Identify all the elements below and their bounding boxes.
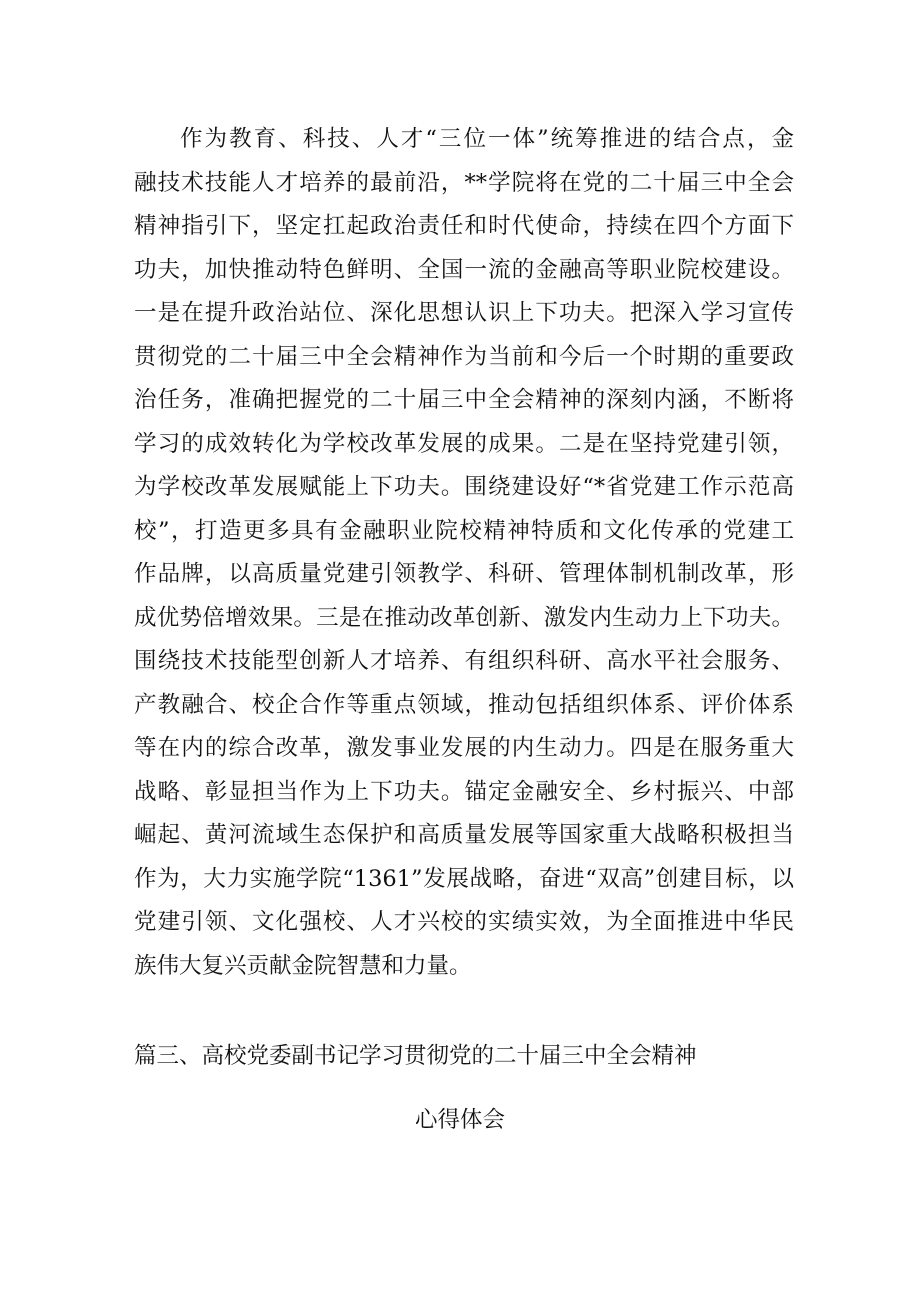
- paragraph-line: 崛起、黄河流域生态保护和高质量发展等国家重大战略积极担当: [134, 822, 794, 848]
- section-heading: 篇三、高校党委副书记学习贯彻党的二十届三中全会精神: [134, 1043, 697, 1069]
- section-heading-continued: 心得体会: [414, 1107, 505, 1133]
- paragraph-line: 学习的成效转化为学校改革发展的成果。二是在坚持党建引领，: [134, 430, 794, 457]
- paragraph-line: 作为，大力实施学院“1361”发展战略，奋进“双高”创建目标，以: [134, 865, 794, 892]
- paragraph-line: 成优势倍增效果。三是在推动改革创新、激发内生动力上下功夫。: [134, 604, 794, 631]
- paragraph-line: 校”，打造更多具有金融职业院校精神特质和文化传承的党建工: [134, 517, 794, 544]
- paragraph-line: 贯彻党的二十届三中全会精神作为当前和今后一个时期的重要政: [134, 343, 794, 370]
- paragraph-line: 融技术技能人才培养的最前沿，**学院将在党的二十届三中全会: [134, 169, 794, 196]
- paragraph-line: 战略、彰显担当作为上下功夫。锚定金融安全、乡村振兴、中部: [134, 778, 794, 805]
- body-paragraph: [134, 118, 794, 988]
- paragraph-line: 等在内的综合改革，激发事业发展的内生动力。四是在服务重大: [134, 735, 794, 761]
- paragraph-line: 治任务，准确把握党的二十届三中全会精神的深刻内涵，不断将: [134, 387, 794, 413]
- paragraph-line: 作为教育、科技、人才“三位一体”统筹推进的结合点，金: [180, 126, 794, 152]
- paragraph-line: 党建引领、文化强校、人才兴校的实绩实效，为全面推进中华民: [134, 909, 794, 935]
- paragraph-line: 功夫，加快推动特色鲜明、全国一流的金融高等职业院校建设。: [134, 256, 794, 283]
- paragraph-line: 围绕技术技能型创新人才培养、有组织科研、高水平社会服务、: [134, 648, 794, 674]
- paragraph-line: 作品牌，以高质量党建引领教学、科研、管理体制机制改革，形: [134, 561, 794, 587]
- paragraph-line: 为学校改革发展赋能上下功夫。围绕建设好“*省党建工作示范高: [134, 474, 794, 500]
- paragraph-line: 精神指引下，坚定扛起政治责任和时代使命，持续在四个方面下: [134, 213, 794, 239]
- paragraph-line: 族伟大复兴贡献金院智慧和力量。: [134, 952, 472, 979]
- paragraph-line: 产教融合、校企合作等重点领域，推动包括组织体系、评价体系: [134, 691, 794, 718]
- paragraph-line: 一是在提升政治站位、深化思想认识上下功夫。把深入学习宣传: [134, 300, 794, 326]
